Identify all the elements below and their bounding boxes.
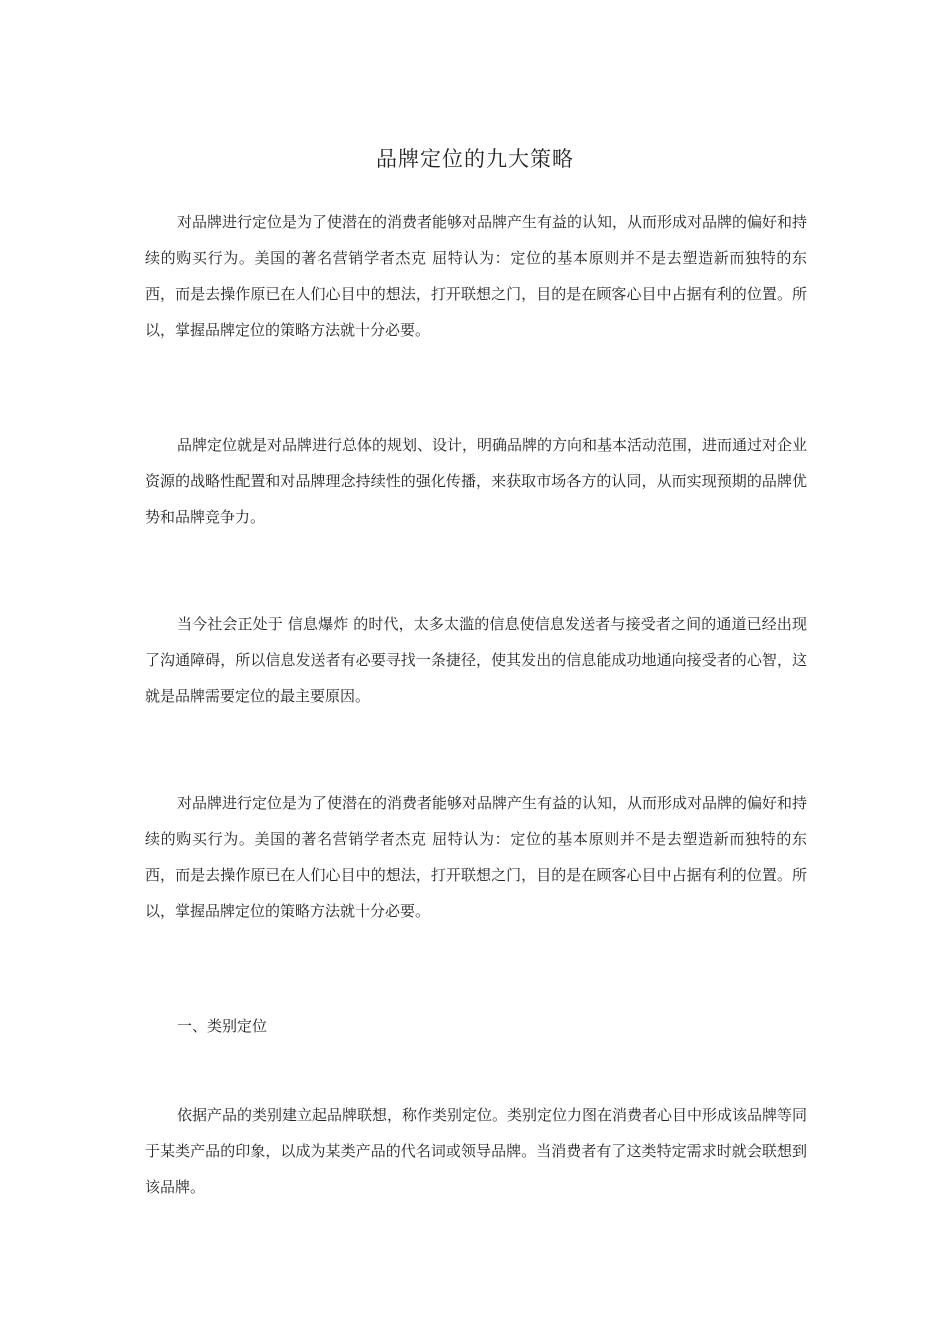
- paragraph-intro-repeat: 对品牌进行定位是为了使潜在的消费者能够对品牌产生有益的认知，从而形成对品牌的偏好和持续的购买行为。美国的著名营销学者杰克 屈特认为：定位的基本原则并不是去塑造新而独特的东西，而是去操作原已在人们心目中的想法，打开联想之门，目的是在顾客心目中占据有利的位置。所以，掌握品牌定位的策略方法就十分必要。: [145, 794, 808, 920]
- paragraph-intro: 对品牌进行定位是为了使潜在的消费者能够对品牌产生有益的认知，从而形成对品牌的偏好和持续的购买行为。美国的著名营销学者杰克 屈特认为：定位的基本原则并不是去塑造新而独特的东西，而是去操作原已在人们心目中的想法，打开联想之门，目的是在顾客心目中占据有利的位置。所以，掌握品牌定位的策略方法就十分必要。: [145, 213, 808, 339]
- paragraph-reason: 当今社会正处于 信息爆炸 的时代，太多太滥的信息使信息发送者与接受者之间的通道已经出现了沟通障碍，所以信息发送者有必要寻找一条捷径，使其发出的信息能成功地通向接受者的心智，这就是品牌需要定位的最主要原因。: [145, 615, 807, 705]
- paragraph-category-positioning: 依据产品的类别建立起品牌联想，称作类别定位。类别定位力图在消费者心目中形成该品牌等同于某类产品的印象，以成为某类产品的代名词或领导品牌。当消费者有了这类特定需求时就会联想到该品牌。: [145, 1106, 808, 1196]
- document-title: 品牌定位的九大策略: [376, 147, 574, 171]
- paragraph-definition: 品牌定位就是对品牌进行总体的规划、设计，明确品牌的方向和基本活动范围，进而通过对企业资源的战略性配置和对品牌理念持续性的强化传播，来获取市场各方的认同，从而实现预期的品牌优势和品牌竞争力。: [145, 436, 808, 526]
- section-heading-category: 一、类别定位: [177, 1017, 268, 1035]
